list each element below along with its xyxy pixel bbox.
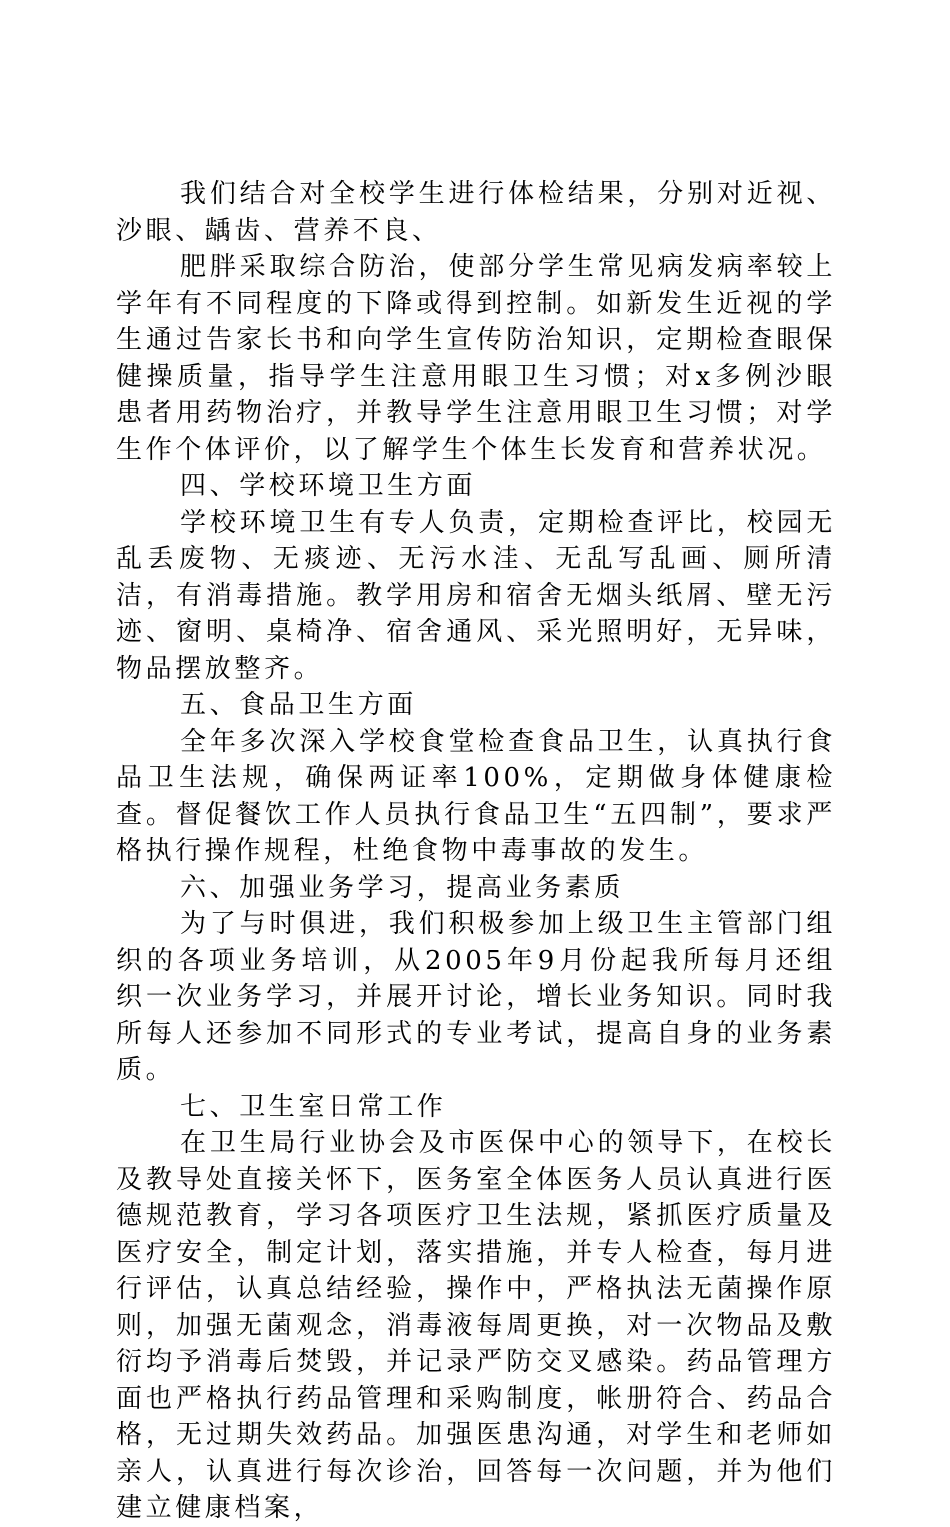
paragraph: 学校环境卫生有专人负责，定期检查评比，校园无乱丢废物、无痰迹、无污水洼、无乱写乱画、厕所清洁，有消毒措施。教学用房和宿舍无烟头纸屑、壁无污迹、窗明、桌椅净、宿舍通风、采光照明好，无异味，物品摆放整齐。	[116, 507, 836, 684]
paragraph: 为了与时俱进，我们积极参加上级卫生主管部门组织的各项业务培训，从2005年9月份起我所每月还组织一次业务学习，并展开讨论，增长业务知识。同时我所每人还参加不同形式的专业考试，提高自身的业务素质。	[116, 909, 836, 1085]
paragraph: 全年多次深入学校食堂检查食品卫生，认真执行食品卫生法规，确保两证率100%，定期做身体健康检查。督促餐饮工作人员执行食品卫生“五四制”，要求严格执行操作规程，杜绝食物中毒事故的发生。	[116, 726, 836, 866]
paragraph: 我们结合对全校学生进行体检结果，分别对近视、沙眼、龋齿、营养不良、	[116, 179, 836, 246]
paragraph: 肥胖采取综合防治，使部分学生常见病发病率较上学年有不同程度的下降或得到控制。如新发生近视的学生通过告家长书和向学生宣传防治知识，定期检查眼保健操质量，指导学生注意用眼卫生习惯；对x多例沙眼患者用药物治疗，并教导学生注意用眼卫生习惯；对学生作个体评价，以了解学生个体生长发育和营养状况。	[116, 252, 836, 465]
section-heading: 七、卫生室日常工作	[180, 1091, 447, 1122]
document-body	[116, 176, 836, 1527]
section-heading: 四、学校环境卫生方面	[180, 471, 477, 501]
section-heading: 五、食品卫生方面	[180, 690, 417, 720]
paragraph: 在卫生局行业协会及市医保中心的领导下，在校长及教导处直接关怀下，医务室全体医务人员认真进行医德规范教育，学习各项医疗卫生法规，紧抓医疗质量及医疗安全，制定计划，落实措施，并专人检查，每月进行评估，认真总结经验，操作中，严格执法无菌操作原则，加强无菌观念，消毒液每周更换，对一次物品及敷衍均予消毒后焚毁，并记录严防交叉感染。药品管理方面也严格执行药品管理和采购制度，帐册符合、药品合格，无过期失效药品。加强医患沟通，对学生和老师如亲人，认真进行每次诊治，回答每一次问题，并为他们建立健康档案，	[116, 1128, 836, 1523]
section-heading: 六、加强业务学习，提高业务素质	[180, 872, 625, 903]
